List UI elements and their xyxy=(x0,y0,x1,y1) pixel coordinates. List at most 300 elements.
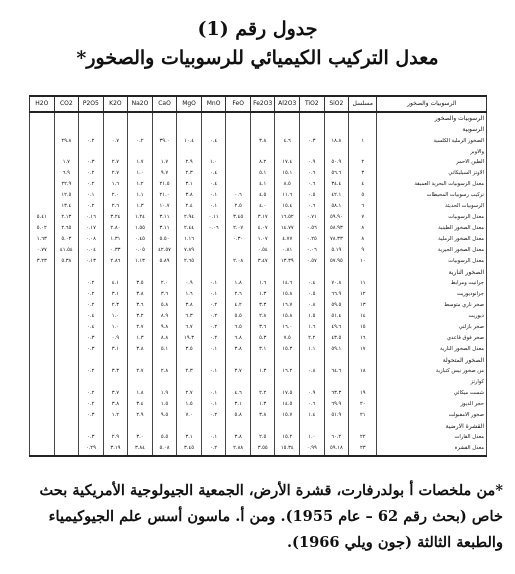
table-cell: ١٥.١ xyxy=(275,169,300,180)
table-cell: ٠.٩ xyxy=(300,158,325,169)
table-cell: ١.١ xyxy=(300,344,325,355)
table-cell xyxy=(54,399,79,410)
table-cell: ٧٨.٣٣ xyxy=(324,234,349,245)
table-cell: ١.٩ xyxy=(152,388,177,399)
table-cell: ١.٣ xyxy=(128,333,153,344)
table-cell xyxy=(300,125,325,136)
table-cell: ٣.٨ xyxy=(226,432,251,443)
row-seq: ٢٢ xyxy=(349,432,377,443)
row-seq: ١ xyxy=(349,136,377,147)
table-cell: ٣.٠ xyxy=(128,432,153,443)
table-cell xyxy=(275,355,300,366)
table-cell xyxy=(30,112,55,125)
table-cell: ٣.٨ xyxy=(128,344,153,355)
table-cell: ٠.٠٥ xyxy=(128,245,153,256)
table-cell: ١٧.٤ xyxy=(275,158,300,169)
table-cell xyxy=(177,112,202,125)
table-cell xyxy=(30,399,55,410)
table-cell: ١٥.٢ xyxy=(275,432,300,443)
row-seq: ١٩ xyxy=(349,388,377,399)
table-cell xyxy=(275,147,300,158)
row-seq: ١٤ xyxy=(349,311,377,322)
table-cell: ٥.٠٨ xyxy=(152,443,177,456)
row-name: صخر بازلتي xyxy=(377,322,487,333)
table-cell xyxy=(103,377,128,388)
table-cell: ٤٢.١ xyxy=(324,191,349,202)
table-cell xyxy=(152,377,177,388)
table-row xyxy=(30,311,487,322)
table-cell xyxy=(226,355,251,366)
table-cell: ٠.٥٧ xyxy=(300,256,325,267)
table-cell: ٧.٥ xyxy=(275,333,300,344)
table-cell xyxy=(324,112,349,125)
table-cell xyxy=(30,180,55,191)
table-cell: ١٦.٢ xyxy=(275,366,300,377)
table-cell xyxy=(152,125,177,136)
table-cell xyxy=(226,421,251,432)
table-row xyxy=(30,443,487,456)
table-cell: ٠.٤ xyxy=(201,169,226,180)
table-cell: ٠.١٦ xyxy=(79,213,104,224)
row-seq: ٢١ xyxy=(349,410,377,421)
table-cell xyxy=(54,355,79,366)
row-seq xyxy=(349,421,377,432)
table-cell xyxy=(30,443,55,456)
table-cell: ٠.٢ xyxy=(79,180,104,191)
table-cell: ٠.٣ xyxy=(79,344,104,355)
table-cell xyxy=(300,147,325,158)
table-cell xyxy=(30,421,55,432)
table-cell: ٠.٢ xyxy=(79,136,104,147)
table-cell: ٢.٧ xyxy=(103,169,128,180)
table-cell xyxy=(103,267,128,278)
table-cell: ١٥.٤ xyxy=(275,202,300,213)
table-cell: ٠.٣٠ xyxy=(226,234,251,245)
row-name: معدل الرسوبيات xyxy=(377,213,487,224)
table-cell: ٠.٤ xyxy=(79,322,104,333)
table-cell: ١٥.٣ xyxy=(275,344,300,355)
row-name: معدل القشرة xyxy=(377,443,487,456)
table-cell xyxy=(54,410,79,421)
table-cell: ٤.٥ xyxy=(250,191,275,202)
table-cell: ٦٠.٢ xyxy=(324,432,349,443)
table-cell: ٣.١ xyxy=(103,289,128,300)
table-cell: ٠.١٣ xyxy=(79,256,104,267)
table-cell: ٠.١ xyxy=(201,432,226,443)
table-cell: ٥.١٩ xyxy=(324,245,349,256)
table-cell: ١.٢ xyxy=(128,180,153,191)
table-cell xyxy=(250,125,275,136)
table-cell: ٢.٨٨ xyxy=(226,443,251,456)
table-cell: ٢.٨ xyxy=(250,311,275,322)
row-seq xyxy=(349,125,377,136)
table-cell: ٣.١ xyxy=(103,344,128,355)
table-cell: ١.٥ xyxy=(177,399,202,410)
table-cell xyxy=(226,377,251,388)
table-cell: ١.١ xyxy=(128,191,153,202)
table-cell: ٢٢.٩ xyxy=(54,180,79,191)
table-cell: ١٣.٣٩ xyxy=(275,256,300,267)
table-cell: ١.٢٤ xyxy=(128,213,153,224)
table-cell: ٠.٢ xyxy=(128,136,153,147)
table-cell: ٥.٤١ xyxy=(30,213,55,224)
table-cell: ٢.٥ xyxy=(250,432,275,443)
table-cell: ٠.٢ xyxy=(79,289,104,300)
table-cell: ٨.٢ xyxy=(250,158,275,169)
table-cell: ١٨.٨ xyxy=(324,136,349,147)
header-oxide: TiO2 xyxy=(300,96,325,112)
table-cell: ٥.٥٠ xyxy=(152,234,177,245)
table-cell: ١٣.٤ xyxy=(54,202,79,213)
table-cell: ٤٢.٥٧ xyxy=(152,245,177,256)
table-cell xyxy=(54,366,79,377)
table-cell: ٠.٦ xyxy=(300,180,325,191)
table-cell xyxy=(226,147,251,158)
table-cell: ٣.٤٧ xyxy=(250,256,275,267)
table-row xyxy=(30,224,487,235)
table-cell xyxy=(30,388,55,399)
table-cell: ٣.٦ xyxy=(152,289,177,300)
table-cell: ٢.٤ xyxy=(177,202,202,213)
table-cell xyxy=(324,421,349,432)
table-cell: ٠.٢ xyxy=(79,399,104,410)
table-cell: ٣.٨ xyxy=(103,399,128,410)
row-name: جرانوديوريت xyxy=(377,289,487,300)
table-row xyxy=(30,377,487,388)
table-cell: ٨.٥ xyxy=(275,180,300,191)
table-cell xyxy=(128,267,153,278)
row-seq: ١٣ xyxy=(349,300,377,311)
header-oxide: CO2 xyxy=(54,96,79,112)
table-cell: ١٦.٧ xyxy=(275,300,300,311)
row-name: القشرة الارضية xyxy=(377,421,487,432)
table-cell xyxy=(103,421,128,432)
header-name: الرسوبيات والصخور xyxy=(377,96,487,112)
table-cell: ٥٦.٦ xyxy=(324,169,349,180)
table-cell xyxy=(54,112,79,125)
table-cell: ٢.٠٧ xyxy=(226,224,251,235)
table-cell xyxy=(30,344,55,355)
row-name: معدل القارات xyxy=(377,432,487,443)
table-cell xyxy=(30,333,55,344)
table-cell: ٢٩.٨ xyxy=(54,136,79,147)
row-seq xyxy=(349,147,377,158)
table-cell xyxy=(30,289,55,300)
table-row xyxy=(30,388,487,399)
table-cell xyxy=(275,267,300,278)
table-cell: ٢.٣ xyxy=(103,300,128,311)
table-cell xyxy=(201,267,226,278)
table-cell xyxy=(324,125,349,136)
table-cell: ٢.٩ xyxy=(128,410,153,421)
table-cell: ٣.٢٣ xyxy=(30,256,55,267)
table-cell: ٠.٢ xyxy=(79,169,104,180)
table-cell xyxy=(226,158,251,169)
table-cell: ١٠.٤ xyxy=(177,136,202,147)
table-cell: ٠.٠٦ xyxy=(300,245,325,256)
table-cell: ٣.٥ xyxy=(177,344,202,355)
table-cell: ٠.٧٧ xyxy=(30,245,55,256)
row-name: الصخور الرملية الكلسية xyxy=(377,136,487,147)
table-cell xyxy=(201,245,226,256)
table-cell xyxy=(250,112,275,125)
table-row xyxy=(30,410,487,421)
table-cell: ٥٠.٩ xyxy=(324,158,349,169)
table-row xyxy=(30,136,487,147)
row-name: الصخور المتحولة xyxy=(377,355,487,366)
table-cell xyxy=(177,267,202,278)
table-cell: ٥٩.١ xyxy=(324,344,349,355)
table-cell: ٠.٨ xyxy=(300,366,325,377)
table-cell xyxy=(30,355,55,366)
table-cell xyxy=(79,355,104,366)
table-cell: ٢.٦٥ xyxy=(54,224,79,235)
row-seq: ٣ xyxy=(349,169,377,180)
table-cell xyxy=(103,147,128,158)
table-cell: ٣.١ xyxy=(250,344,275,355)
table-cell xyxy=(226,245,251,256)
table-row xyxy=(30,147,487,158)
row-name: صخر ناري متوسط xyxy=(377,300,487,311)
table-cell: ٤.١ xyxy=(250,180,275,191)
table-cell: ١.٧ xyxy=(128,158,153,169)
table-cell: ٣.١ xyxy=(177,432,202,443)
table-cell xyxy=(79,421,104,432)
table-cell: ٠.١ xyxy=(201,366,226,377)
table-cell: ١.٦٣ xyxy=(30,234,55,245)
header-oxide: MgO xyxy=(177,96,202,112)
table-cell: ١.٢ xyxy=(103,410,128,421)
table-cell: ٤٣.٥ xyxy=(324,333,349,344)
table-row xyxy=(30,158,487,169)
table-cell: ٠.٤٥ xyxy=(128,234,153,245)
table-cell: ١.٦ xyxy=(250,278,275,289)
row-name: معدل الصخور الجيرية xyxy=(377,245,487,256)
table-cell: ٦.٣ xyxy=(177,311,202,322)
table-cell xyxy=(54,147,79,158)
table-cell xyxy=(30,366,55,377)
table-cell xyxy=(79,147,104,158)
table-cell xyxy=(30,432,55,443)
table-cell: ٥٧.٩٥ xyxy=(324,256,349,267)
table-cell: ٢.٩ xyxy=(103,432,128,443)
table-cell: ١٥.٧ xyxy=(275,410,300,421)
table-cell: ٥.٠٣ xyxy=(54,234,79,245)
row-seq xyxy=(349,267,377,278)
table-cell: ٠.٢ xyxy=(201,311,226,322)
table-cell: ٠.٢ xyxy=(79,366,104,377)
table-row xyxy=(30,432,487,443)
row-name: الاوتز السيليكاتي xyxy=(377,169,487,180)
table-cell: ٥١.٤ xyxy=(324,311,349,322)
table-cell xyxy=(300,377,325,388)
row-seq: ٢٠ xyxy=(349,399,377,410)
row-seq: ١٦ xyxy=(349,333,377,344)
table-cell xyxy=(201,125,226,136)
table-cell xyxy=(103,112,128,125)
table-cell: ٣.٨ xyxy=(250,136,275,147)
table-cell: ١١.٦ xyxy=(275,191,300,202)
table-cell xyxy=(54,388,79,399)
row-name: من صخور نيس كتبازية xyxy=(377,366,487,377)
table-cell: ٠.٥٤ xyxy=(250,245,275,256)
row-name: تركيب رسوبيات المحيطات xyxy=(377,191,487,202)
table-cell: ٥.١ xyxy=(250,169,275,180)
header-oxide: K2O xyxy=(103,96,128,112)
table-cell xyxy=(177,377,202,388)
table-cell: ٥.١ xyxy=(152,344,177,355)
row-seq: ٨ xyxy=(349,234,377,245)
table-cell: ٥١.٩ xyxy=(324,410,349,421)
table-cell: ٠.٣ xyxy=(79,410,104,421)
table-cell: ١٢.٥ xyxy=(54,191,79,202)
table-cell: ٧.٨٩ xyxy=(177,245,202,256)
table-cell xyxy=(250,267,275,278)
table-cell: ١.٨ xyxy=(128,388,153,399)
table-header-row xyxy=(30,96,487,112)
table-cell: ١.٠ xyxy=(201,158,226,169)
table-cell: ٠.٣ xyxy=(79,333,104,344)
table-cell xyxy=(177,421,202,432)
table-cell: ١٦.٠ xyxy=(275,322,300,333)
table-cell: ٢.٨٠ xyxy=(103,224,128,235)
table-cell: ٢.٤٤ xyxy=(177,224,202,235)
table-cell: ٣.٨ xyxy=(250,410,275,421)
header-oxide: SiO2 xyxy=(324,96,349,112)
table-cell: ٣.١ xyxy=(226,399,251,410)
table-cell xyxy=(54,322,79,333)
row-seq xyxy=(349,112,377,125)
table-cell xyxy=(226,125,251,136)
table-cell: ٣.١ xyxy=(177,180,202,191)
row-seq: ٦ xyxy=(349,202,377,213)
table-cell: ٢.٧ xyxy=(177,388,202,399)
table-cell xyxy=(30,410,55,421)
table-cell: ٠.١ xyxy=(201,278,226,289)
row-name: معدل الصخور الرملية xyxy=(377,234,487,245)
row-seq: ٥ xyxy=(349,191,377,202)
table-cell: ٣.١١ xyxy=(152,213,177,224)
table-cell: ٣.٨ xyxy=(226,344,251,355)
chemical-composition-table xyxy=(29,95,487,457)
table-cell: ٣.٣ xyxy=(250,300,275,311)
table-cell: ٠.٢ xyxy=(201,333,226,344)
table-cell: ٥.٨ xyxy=(152,300,177,311)
table-row xyxy=(30,213,487,224)
table-cell: ١٥.٣٤ xyxy=(275,443,300,456)
table-cell: ٦.٩ xyxy=(54,169,79,180)
table-cell: ٥.٠٢ xyxy=(30,224,55,235)
table-cell: ٣.١٩ xyxy=(103,443,128,456)
table-cell xyxy=(324,377,349,388)
table-cell xyxy=(103,355,128,366)
table-cell: ١.٣ xyxy=(250,289,275,300)
table-row xyxy=(30,333,487,344)
table-cell: ٣.٧ xyxy=(103,388,128,399)
table-cell: ٣.٢٤ xyxy=(103,213,128,224)
table-cell: ٢١.٠ xyxy=(152,191,177,202)
table-cell: ٩.٧ xyxy=(152,169,177,180)
table-cell: ٢.٣ xyxy=(177,169,202,180)
table-cell: ٣.٥٥ xyxy=(250,443,275,456)
table-cell xyxy=(79,377,104,388)
table-cell: ٢.٢ xyxy=(250,388,275,399)
table-cell xyxy=(54,267,79,278)
table-cell: ٠.١ xyxy=(201,388,226,399)
table-cell: ٥٩.١٨ xyxy=(324,443,349,456)
row-seq: ١٠ xyxy=(349,256,377,267)
table-cell xyxy=(54,300,79,311)
table-cell: ٠.١٧ xyxy=(79,224,104,235)
table-row xyxy=(30,125,487,136)
table-cell: ٣.١٧ xyxy=(250,213,275,224)
table-cell: ٩.٨ xyxy=(152,322,177,333)
table-cell xyxy=(324,355,349,366)
table-row xyxy=(30,344,487,355)
table-subtitle: معدل التركيب الكيميائي للرسوبيات والصخور* xyxy=(76,47,439,69)
table-cell: ٠.٨١ xyxy=(275,245,300,256)
table-cell: ٠.٢ xyxy=(79,300,104,311)
table-cell xyxy=(300,355,325,366)
table-cell: ٧.٠ xyxy=(177,410,202,421)
row-seq: ٤ xyxy=(349,180,377,191)
table-cell xyxy=(128,355,153,366)
table-cell: ٤.٦ xyxy=(226,388,251,399)
table-cell: ٤.٦ xyxy=(275,136,300,147)
row-seq: ٢٣ xyxy=(349,443,377,456)
table-cell: ١.٦ xyxy=(300,322,325,333)
table-row xyxy=(30,300,487,311)
table-cell: ١٠.٧ xyxy=(152,202,177,213)
table-cell xyxy=(30,300,55,311)
table-cell: ١.٤ xyxy=(300,410,325,421)
table-cell: ٣.١١ xyxy=(152,224,177,235)
row-name: صخر فوق قاعدي xyxy=(377,333,487,344)
row-seq: ٩ xyxy=(349,245,377,256)
row-name: صخور الامفبولت xyxy=(377,410,487,421)
table-cell: ٢.٨٦ xyxy=(103,256,128,267)
table-cell: ٠.٩ xyxy=(300,388,325,399)
table-cell: ٤٩.٦ xyxy=(324,322,349,333)
table-cell: ٠.٧١ xyxy=(300,213,325,224)
table-cell: ٠.٣٣ xyxy=(103,245,128,256)
table-row xyxy=(30,112,487,125)
table-cell xyxy=(30,377,55,388)
table-cell xyxy=(30,125,55,136)
table-cell xyxy=(152,112,177,125)
table-cell: ٠.٦ xyxy=(226,191,251,202)
table-cell: ٤.٠٧ xyxy=(250,224,275,235)
table-cell: ٠.٢٥ xyxy=(300,234,325,245)
header-oxide: CaO xyxy=(152,96,177,112)
table-cell xyxy=(30,202,55,213)
table-cell: ١٩.٣ xyxy=(177,333,202,344)
table-cell xyxy=(324,267,349,278)
table-cell xyxy=(201,421,226,432)
table-cell: ٩.٥ xyxy=(152,410,177,421)
table-cell: ١.٠٧ xyxy=(250,234,275,245)
table-cell xyxy=(30,147,55,158)
table-cell xyxy=(250,355,275,366)
table-cell: ٥٩.٩٠ xyxy=(324,213,349,224)
table-number-title: جدول رقم (1) xyxy=(197,18,318,40)
table-cell: ٠.٥٦ xyxy=(300,224,325,235)
table-cell: ٠.١ xyxy=(201,202,226,213)
table-cell xyxy=(152,267,177,278)
table-cell: ١.٨ xyxy=(226,278,251,289)
table-cell: ٣.٧ xyxy=(226,366,251,377)
table-row xyxy=(30,234,487,245)
